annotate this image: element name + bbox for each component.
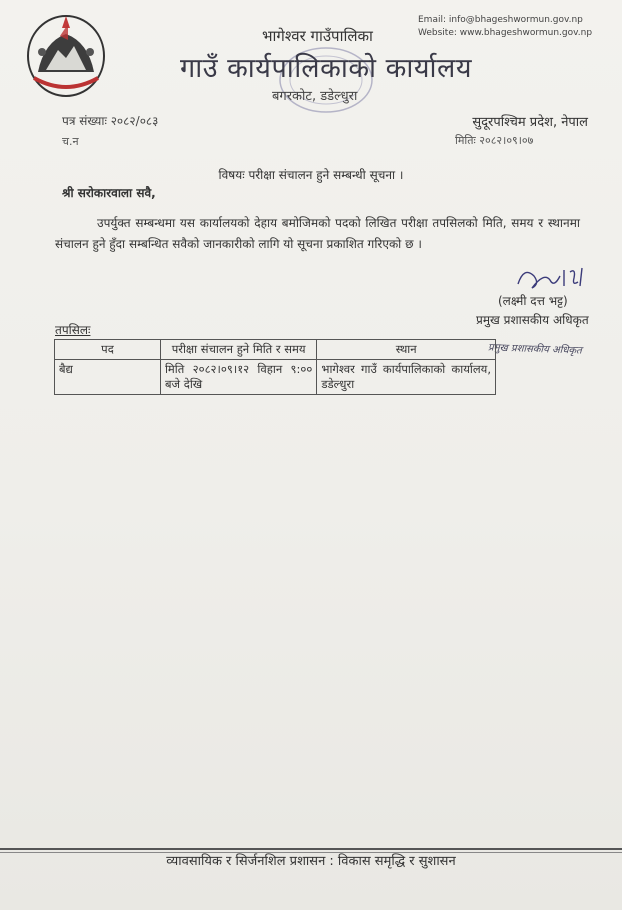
footer-divider <box>0 848 622 850</box>
table-header-row <box>55 340 496 360</box>
signatory-title: प्रमुख प्रशासकीय अधिकृत <box>476 313 589 327</box>
table-row <box>55 360 496 395</box>
header-post: पद <box>55 340 161 360</box>
signatory-stamp: प्रमुख प्रशासकीय अधिकृत <box>487 342 583 357</box>
office-address: बगरकोट, डडेल्धुरा <box>272 89 358 104</box>
dispatch-number: च.न <box>62 135 79 148</box>
email-text: Email: info@bhageshwormun.gov.np <box>418 15 583 25</box>
website-text: Website: www.bhageshwormun.gov.np <box>418 28 593 38</box>
reference-number: पत्र संख्याः २०८२/०८३ <box>62 114 159 128</box>
letter-body: उपर्युक्त सम्बन्धमा यस कार्यालयको देहाय बमोजिमको पदको लिखित परीक्षा तपसिलको मिति, समय र स्थानमा संचालन हुने हुँदा सम्बन्धित सवैको जानकारीको लागि यो सूचना प्रकाशित गरिएको छ । <box>55 216 580 251</box>
letter-date: मितिः २०८२।०९।०७ <box>455 134 534 147</box>
header-venue: स्थान <box>317 340 496 360</box>
cell-post: बैद्य <box>55 360 161 395</box>
signature-icon <box>514 262 594 296</box>
letter-subject: विषयः परीक्षा संचालन हुने सम्बन्धी सूचना । <box>218 168 404 182</box>
province-text: सुदूरपश्चिम प्रदेश, नेपाल <box>472 115 588 130</box>
header-datetime: परीक्षा संचालन हुने मिति र समय <box>160 340 316 360</box>
schedule-table <box>54 339 496 395</box>
office-title-text: गाउँ कार्यपालिकाको कार्यालय <box>180 53 472 84</box>
salutation: श्री सरोकारवाला सवै, <box>62 186 156 200</box>
municipality-name: भागेश्वर गाउँपालिका <box>262 27 373 45</box>
footer-motto: व्यावसायिक र सिर्जनशिल प्रशासन : विकास समृद्धि र सुशासन <box>166 854 456 869</box>
cell-venue: भागेश्वर गाउँ कार्यपालिकाको कार्यालय, डडेल्धुरा <box>317 360 496 395</box>
schedule-label: तपसिलः <box>55 323 91 337</box>
contact-info <box>418 14 592 40</box>
cell-datetime: मिति २०८२।०९।१२ विहान ९:०० बजे देखि <box>160 360 316 395</box>
office-title <box>0 48 622 85</box>
signatory-name: (लक्ष्मी दत्त भट्ट) <box>498 294 568 308</box>
